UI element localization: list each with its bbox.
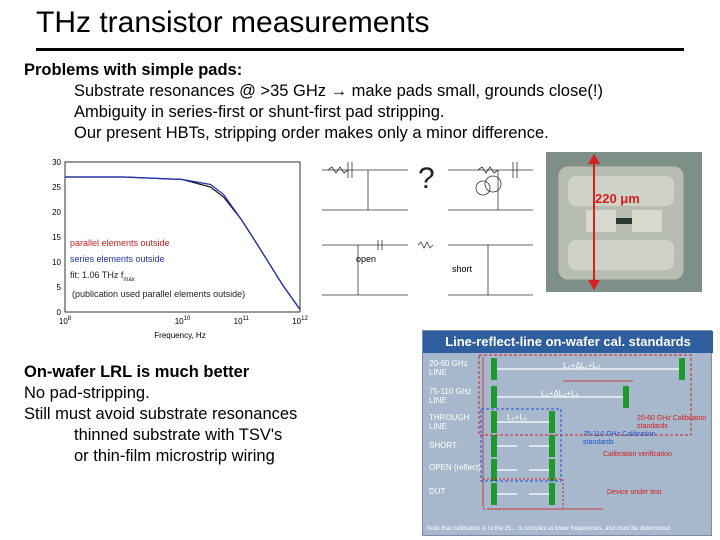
lrl-indent-1: thinned substrate with TSV's (74, 426, 283, 444)
y-ticks (52, 158, 61, 317)
lrl-block (24, 362, 404, 467)
short-label: short (452, 264, 473, 274)
y-tick-label: 30 (52, 158, 61, 167)
problems-line-3: Our present HBTs, stripping order makes only a minor difference. (74, 124, 549, 142)
lrl-heading: On-wafer LRL is much better (24, 363, 250, 381)
problems-line-2: Ambiguity in series-first or shunt-first pad stripping. (74, 103, 445, 121)
cal-legend-verify: Calibration verification (603, 451, 672, 458)
y-tick-label: 15 (52, 233, 61, 242)
x-tick-label: $10^{10}$ (174, 316, 191, 326)
question-mark: ? (418, 162, 435, 195)
cal-row-through: THROUGH LINE (429, 413, 470, 431)
legend-parallel: parallel elements outside (70, 238, 170, 248)
chip-photo (546, 152, 702, 292)
cal-row-20-60: 20-60 GHz LINE (429, 359, 468, 377)
problems-line-1: Substrate resonances @ >35 GHz → make pads small, grounds close(!) (74, 82, 603, 100)
chip-photo-svg (546, 152, 702, 292)
legend-series: series elements outside (70, 254, 165, 264)
cal-formula-2: L₀+ΔL₂+L₀ (541, 389, 579, 398)
x-tick-label: $10^{11}$ (233, 316, 249, 326)
x-ticks (59, 316, 309, 326)
y-tick-label: 10 (52, 258, 61, 267)
cal-legend-dut: Device under test (607, 489, 662, 496)
open-label: open (356, 254, 377, 264)
x-tick-label: $10^{12}$ (292, 316, 308, 326)
cal-row-open: OPEN (reflect) (429, 463, 482, 472)
publication-note: (publication used parallel elements outside) (72, 289, 246, 299)
y-tick-label: 5 (56, 283, 61, 292)
title-underline (36, 48, 684, 51)
problems-heading: Problems with simple pads: (24, 61, 243, 79)
y-tick-label: 25 (52, 183, 61, 192)
fit-label (70, 270, 135, 283)
fit-label-text: fit: 1.06 THz f (70, 270, 124, 280)
cal-formula-1: L₀+ΔL₁+L₀ (563, 361, 601, 370)
cal-standards-figure (422, 330, 712, 536)
cal-row-75-110: 75-110 GHz LINE (429, 387, 472, 405)
lrl-line-2: Still must avoid substrate resonances (24, 405, 298, 423)
cal-row-short: SHORT (429, 441, 457, 450)
cal-legend-std2: 75-110 GHz Calibration standards (583, 431, 656, 446)
problems-block (24, 60, 714, 144)
fmax-plot (30, 152, 310, 342)
chip-dimension-label: 220 μm (595, 191, 640, 206)
y-tick-label: 20 (52, 208, 61, 217)
cal-note: Note that calibration is to the 25... is complex at lower frequencies, and must be determined (427, 526, 670, 532)
lrl-line-1: No pad-stripping. (24, 384, 150, 402)
pad-stripping-schematics (318, 150, 538, 318)
x-tick-label: $10^8$ (58, 316, 72, 326)
y-tick-label: 0 (56, 308, 61, 317)
cal-row-dut: DUT (429, 487, 446, 496)
cal-formula-3: L₀+L₀ (507, 413, 528, 422)
cal-title: Line-reflect-line on-wafer cal. standards (423, 331, 713, 353)
x-axis-label: Frequency, Hz (154, 331, 206, 340)
slide-title: THz transistor measurements (36, 6, 430, 39)
lrl-indent-2: or thin-film microstrip wiring (74, 447, 275, 465)
cal-legend-std1: 20-60 GHz Calibration standards (637, 415, 707, 430)
fit-subscript: max (123, 276, 135, 283)
